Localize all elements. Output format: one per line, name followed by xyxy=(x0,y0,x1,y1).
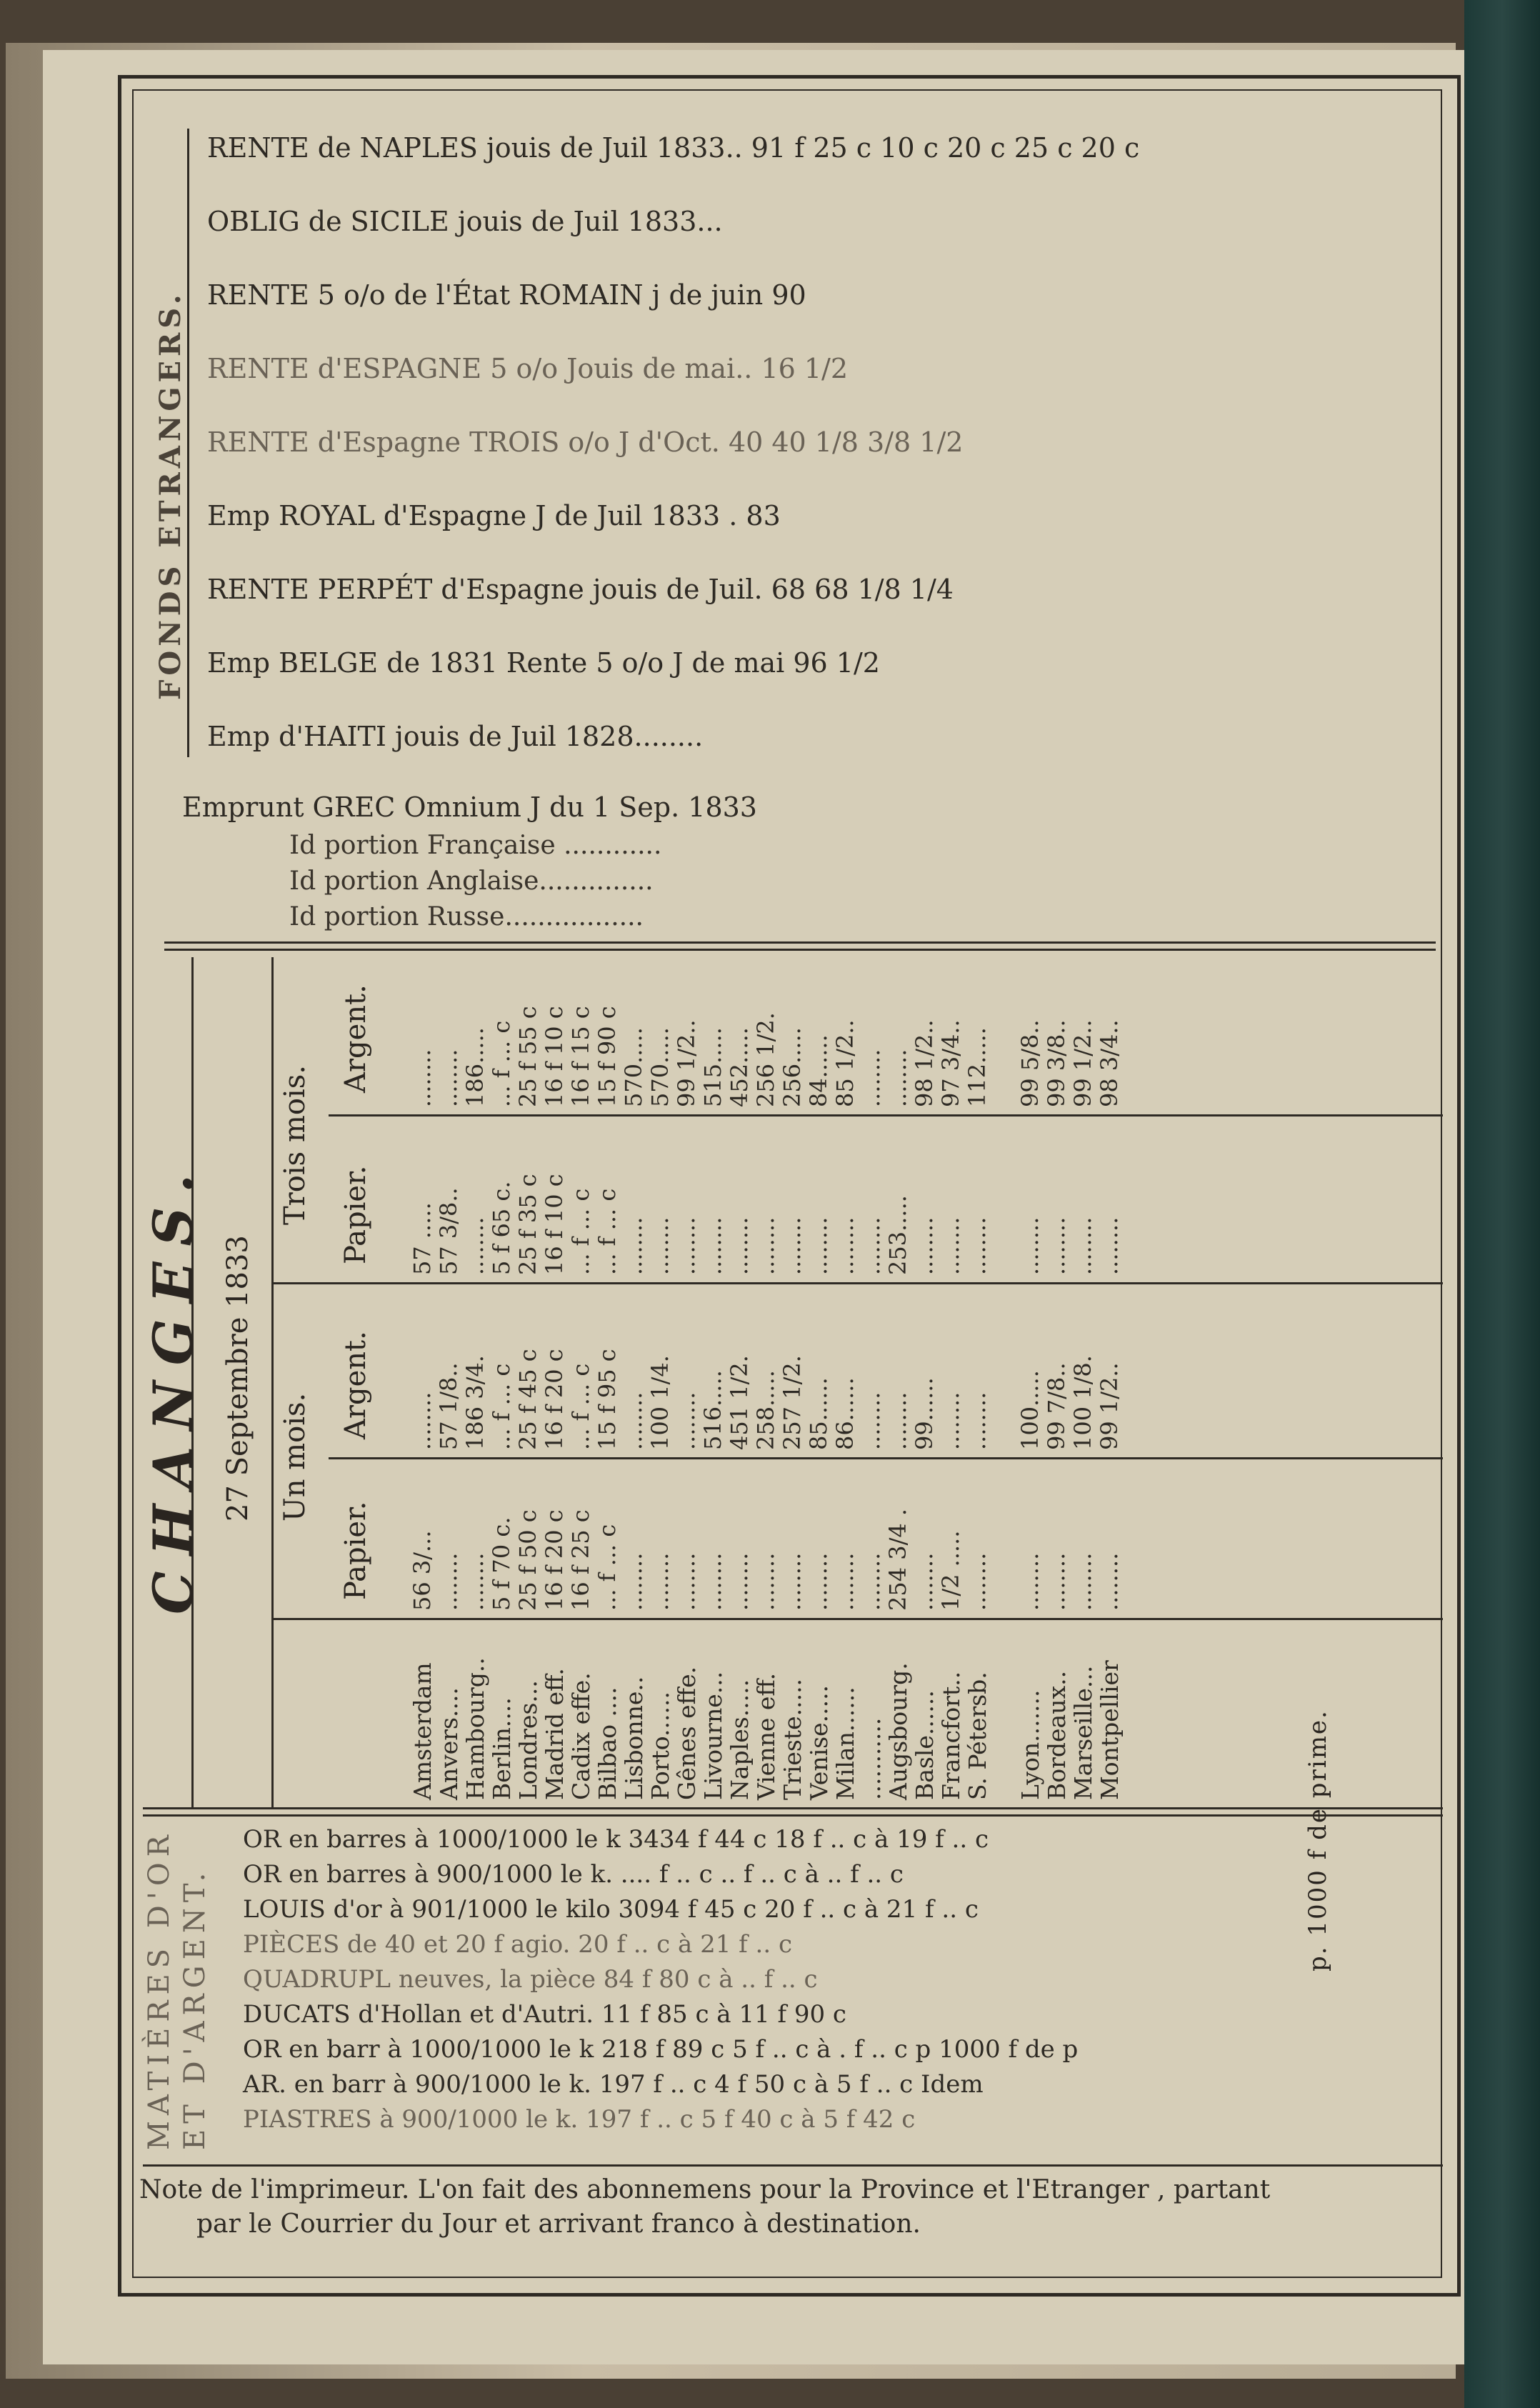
un-mois-papier-value: ........ xyxy=(911,1552,938,1611)
un-argent-header: Argent. xyxy=(339,1331,372,1439)
city-label: Porto...... xyxy=(646,1692,674,1800)
un-mois-argent-value: 25 f 45 c xyxy=(514,1349,541,1450)
trois-mois-argent-value: 98 3/4.. xyxy=(1096,1019,1123,1107)
trois-mois-argent-value: ........ xyxy=(409,1049,436,1107)
city-label: Montpellier xyxy=(1096,1660,1124,1800)
un-mois-papier-value: ........ xyxy=(831,1552,859,1611)
trois-mois-papier-value: ........ xyxy=(831,1217,859,1275)
trois-mois-argent-value: 99 1/2.. xyxy=(673,1019,700,1107)
un-mois-papier-value: ........ xyxy=(699,1552,726,1611)
un-mois-papier-value: ........ xyxy=(435,1552,462,1611)
note-rule xyxy=(143,2164,1443,2167)
changes-trois-papier-rule xyxy=(329,1114,1443,1116)
un-mois-argent-value: ........ xyxy=(620,1392,647,1450)
changes-title: CHANGES. xyxy=(141,1158,205,1614)
city-label: Berlin.... xyxy=(488,1697,516,1800)
trois-mois-argent-value: 15 f 90 c xyxy=(594,1006,621,1107)
trois-mois-papier-value: 57 ..... xyxy=(409,1202,436,1275)
trois-mois-papier-value: ........ xyxy=(461,1217,489,1275)
city-label: Basle...... xyxy=(911,1690,939,1800)
un-mois-argent-value: 99 1/2.. xyxy=(1096,1362,1123,1450)
fonds-title: FONDS ETRANGERS. xyxy=(154,290,187,700)
trois-mois-argent-value: 16 f 15 c xyxy=(567,1006,594,1107)
trois-mois-papier-value: ... f ... c xyxy=(594,1188,621,1275)
city-label: Lisbonne.. xyxy=(620,1676,648,1800)
trois-mois-argent-value: 85 1/2.. xyxy=(831,1019,859,1107)
un-mois-argent-value: 15 f 95 c xyxy=(594,1349,621,1450)
matiere-row: AR. en barr à 900/1000 le k. 197 f .. c 4 f 50 c à 5 f .. c Idem xyxy=(243,2070,984,2099)
section-rule xyxy=(143,1814,1443,1817)
trois-mois-papier-value: ........ xyxy=(805,1217,832,1275)
printer-note-line-1: Note de l'imprimeur. L'on fait des abonnemens pour la Province et l'Etranger , partant xyxy=(139,2175,1271,2204)
city-label: Londres... xyxy=(514,1680,542,1800)
trois-mois-papier-value: 25 f 35 c xyxy=(514,1174,541,1275)
changes-date: 27 Septembre 1833 xyxy=(221,1235,254,1522)
trois-mois-argent-value: 186..... xyxy=(461,1027,489,1107)
trois-mois-papier-value: ........ xyxy=(752,1217,779,1275)
un-mois-papier-value: 5 f 70 c. xyxy=(488,1517,515,1611)
un-mois-papier-value: 254 3/4 . xyxy=(884,1508,911,1611)
trois-mois-argent-value: 99 1/2.. xyxy=(1069,1019,1096,1107)
grec-row: Id portion Russe................. xyxy=(289,902,644,931)
city-label: Milan...... xyxy=(831,1687,859,1800)
trois-mois-papier-value: ........ xyxy=(1069,1217,1096,1275)
un-mois-argent-value: ........ xyxy=(884,1392,911,1450)
fonds-row: RENTE 5 o/o de l'État ROMAIN j de juin 90 xyxy=(207,279,806,311)
trois-mois-argent-value: 97 3/4.. xyxy=(937,1019,964,1107)
changes-un-papier-rule xyxy=(329,1457,1443,1459)
trois-mois-argent-value: ........ xyxy=(435,1049,462,1107)
matiere-row: OR en barres à 1000/1000 le k 3434 f 44 c 18 f .. c à 19 f .. c xyxy=(243,1825,989,1854)
changes-cities-rule xyxy=(271,1618,1443,1620)
un-mois-argent-value: 258..... xyxy=(752,1370,779,1450)
trois-mois-argent-value: 84...... xyxy=(805,1034,832,1107)
trois-mois-papier-value: ........ xyxy=(779,1217,806,1275)
trois-argent-header: Argent. xyxy=(339,984,372,1093)
un-mois-argent-value: 100..... xyxy=(1016,1370,1044,1450)
un-mois-papier-value: ... f ... c xyxy=(594,1524,621,1611)
un-mois-papier-value: ........ xyxy=(646,1552,674,1611)
matiere-row: PIASTRES à 900/1000 le k. 197 f .. c 5 f 40 c à 5 f 42 c xyxy=(243,2105,916,2134)
city-label: S. Pétersb. xyxy=(964,1672,991,1800)
un-mois-argent-value: 100 1/8. xyxy=(1069,1355,1096,1450)
un-mois-argent-value: ........ xyxy=(673,1392,700,1450)
trois-mois-papier-value: 5 f 65 c. xyxy=(488,1181,515,1275)
trois-mois-papier-value: ........ xyxy=(726,1217,753,1275)
section-rule xyxy=(143,1807,1443,1809)
un-mois-argent-value: 186 3/4. xyxy=(461,1355,489,1450)
trois-mois-papier-value: ........ xyxy=(937,1217,964,1275)
un-mois-argent-value: 99 7/8.. xyxy=(1043,1362,1070,1450)
matieres-title-1: MATIÈRES D'OR xyxy=(143,1829,176,2150)
fonds-row: RENTE PERPÉT d'Espagne jouis de Juil. 68 68 1/8 1/4 xyxy=(207,574,954,605)
trois-mois-argent-value: 515..... xyxy=(699,1027,726,1107)
trois-mois-papier-value: ........ xyxy=(964,1217,991,1275)
un-mois-argent-value: 85...... xyxy=(805,1377,832,1450)
trois-mois-argent-value: ........ xyxy=(858,1049,885,1107)
un-mois-papier-value: 16 f 25 c xyxy=(567,1509,594,1611)
city-label: Livourne... xyxy=(699,1671,727,1800)
trois-mois-argent-value: ........ xyxy=(884,1049,911,1107)
section-rule xyxy=(164,941,1436,944)
city-label: ........... xyxy=(858,1717,886,1800)
city-label: Bilbao .... xyxy=(594,1687,621,1800)
un-mois-header: Un mois. xyxy=(279,1392,311,1522)
trois-mois-papier-value: ........ xyxy=(1043,1217,1070,1275)
changes-header-rule xyxy=(271,957,274,1807)
grec-row: Id portion Française ............ xyxy=(289,831,662,860)
un-mois-papier-value: ........ xyxy=(964,1552,991,1611)
un-mois-papier-value: ........ xyxy=(1096,1552,1123,1611)
un-mois-papier-value: 56 3/... xyxy=(409,1530,436,1611)
un-mois-papier-value: ........ xyxy=(461,1552,489,1611)
fonds-row: OBLIG de SICILE jouis de Juil 1833... xyxy=(207,206,723,237)
un-mois-argent-value: 57 1/8.. xyxy=(435,1362,462,1450)
trois-mois-argent-value: 570..... xyxy=(620,1027,647,1107)
trois-mois-papier-value: ........ xyxy=(911,1217,938,1275)
trois-mois-papier-value: 16 f 10 c xyxy=(541,1174,568,1275)
trois-mois-papier-value: ........ xyxy=(673,1217,700,1275)
city-label: Anvers.... xyxy=(435,1687,463,1800)
city-label: Bordeaux.. xyxy=(1043,1670,1071,1800)
un-mois-argent-value: ... f ... c xyxy=(567,1363,594,1450)
prime-note: p. 1000 f de prime. xyxy=(1304,1709,1332,1972)
fonds-row: RENTE de NAPLES jouis de Juil 1833.. 91 f 25 c 10 c 20 c 25 c 20 c xyxy=(207,132,1140,164)
un-mois-papier-value: ........ xyxy=(752,1552,779,1611)
city-label: Amsterdam xyxy=(409,1662,436,1800)
un-papier-header: Papier. xyxy=(339,1501,372,1600)
city-label: Marseille... xyxy=(1069,1665,1097,1800)
un-mois-papier-value: ........ xyxy=(1016,1552,1044,1611)
trois-mois-argent-value: 570..... xyxy=(646,1027,674,1107)
un-mois-argent-value: 451 1/2. xyxy=(726,1355,753,1450)
un-mois-papier-value: ........ xyxy=(779,1552,806,1611)
un-mois-argent-value: ........ xyxy=(937,1392,964,1450)
trois-mois-argent-value: 16 f 10 c xyxy=(541,1006,568,1107)
un-mois-argent-value: ........ xyxy=(858,1392,885,1450)
un-mois-papier-value: ........ xyxy=(620,1552,647,1611)
grec-row: Id portion Anglaise.............. xyxy=(289,866,654,896)
un-mois-papier-value: ........ xyxy=(1043,1552,1070,1611)
trois-mois-argent-value: ... f ... c xyxy=(488,1020,515,1107)
fonds-row: Emp BELGE de 1831 Rente 5 o/o J de mai 96 1/2 xyxy=(207,647,880,679)
trois-mois-argent-value: 256..... xyxy=(779,1027,806,1107)
trois-mois-papier-value: ........ xyxy=(699,1217,726,1275)
fonds-divider xyxy=(187,129,189,757)
un-mois-argent-value: 16 f 20 c xyxy=(541,1349,568,1450)
city-label: Gênes effe. xyxy=(673,1666,701,1800)
grec-title: Emprunt GREC Omnium J du 1 Sep. 1833 xyxy=(182,791,757,823)
un-mois-argent-value: 516..... xyxy=(699,1370,726,1450)
matiere-row: LOUIS d'or à 901/1000 le kilo 3094 f 45 c 20 f .. c à 21 f .. c xyxy=(243,1895,979,1924)
un-mois-papier-value: ........ xyxy=(1069,1552,1096,1611)
trois-mois-papier-value: ........ xyxy=(858,1217,885,1275)
un-mois-papier-value: 25 f 50 c xyxy=(514,1509,541,1611)
fonds-row: RENTE d'Espagne TROIS o/o J d'Oct. 40 40 1/8 3/8 1/2 xyxy=(207,426,964,458)
un-mois-argent-value: 99...... xyxy=(911,1377,938,1450)
trois-mois-argent-value: 98 1/2.. xyxy=(911,1019,938,1107)
matiere-row: PIÈCES de 40 et 20 f agio. 20 f .. c à 21 f .. c xyxy=(243,1930,793,1959)
changes-period-divider xyxy=(271,1282,1443,1284)
trois-mois-argent-value: 452..... xyxy=(726,1027,753,1107)
trois-mois-papier-value: ........ xyxy=(1016,1217,1044,1275)
fonds-row: Emp d'HAITI jouis de Juil 1828........ xyxy=(207,721,704,752)
fonds-row: Emp ROYAL d'Espagne J de Juil 1833 . 83 xyxy=(207,500,781,531)
city-label: Cadix effe. xyxy=(567,1672,595,1800)
trois-mois-argent-value: 25 f 55 c xyxy=(514,1006,541,1107)
matiere-row: DUCATS d'Hollan et d'Autri. 11 f 85 c à 11 f 90 c xyxy=(243,2000,846,2029)
matiere-row: QUADRUPL neuves, la pièce 84 f 80 c à .. f .. c xyxy=(243,1965,818,1994)
city-label: Trieste..... xyxy=(779,1678,806,1800)
printer-note-line-2: par le Courrier du Jour et arrivant franco à destination. xyxy=(196,2209,921,2239)
trois-mois-papier-value: 253..... xyxy=(884,1195,911,1275)
un-mois-argent-value: ........ xyxy=(964,1392,991,1450)
trois-mois-argent-value: 99 3/8.. xyxy=(1043,1019,1070,1107)
un-mois-argent-value: ... f ... c xyxy=(488,1363,515,1450)
un-mois-papier-value: 16 f 20 c xyxy=(541,1509,568,1611)
section-rule xyxy=(164,949,1436,951)
city-label: Francfort.. xyxy=(937,1671,965,1800)
trois-mois-papier-value: ... f ... c xyxy=(567,1188,594,1275)
un-mois-argent-value: 257 1/2. xyxy=(779,1355,806,1450)
trois-mois-papier-value: ........ xyxy=(646,1217,674,1275)
trois-mois-papier-value: 57 3/8.. xyxy=(435,1187,462,1275)
city-label: Hambourg.. xyxy=(461,1657,489,1800)
city-label: Naples..... xyxy=(726,1679,754,1800)
trois-mois-argent-value: 256 1/2. xyxy=(752,1012,779,1107)
matiere-row: OR en barres à 900/1000 le k. .... f .. c .. f .. c à .. f .. c xyxy=(243,1860,904,1889)
city-label: Venise..... xyxy=(805,1684,833,1800)
trois-mois-argent-value: 99 5/8.. xyxy=(1016,1019,1044,1107)
book-binding xyxy=(1464,0,1540,2408)
trois-papier-header: Papier. xyxy=(339,1165,372,1264)
matieres-title-2: ET D'ARGENT. xyxy=(179,1867,211,2150)
trois-mois-papier-value: ........ xyxy=(1096,1217,1123,1275)
un-mois-argent-value: 86...... xyxy=(831,1377,859,1450)
city-label: Vienne eff. xyxy=(752,1672,780,1800)
city-label: Lyon....... xyxy=(1016,1689,1044,1800)
un-mois-papier-value: ........ xyxy=(805,1552,832,1611)
un-mois-argent-value: 100 1/4. xyxy=(646,1355,674,1450)
un-mois-argent-value: ........ xyxy=(409,1392,436,1450)
matiere-row: OR en barr à 1000/1000 le k 218 f 89 c 5 f .. c à . f .. c p 1000 f de p xyxy=(243,2035,1079,2064)
un-mois-papier-value: ........ xyxy=(673,1552,700,1611)
city-label: Augsbourg. xyxy=(884,1662,912,1800)
un-mois-papier-value: 1/2 ..... xyxy=(937,1530,964,1611)
un-mois-papier-value: ........ xyxy=(726,1552,753,1611)
city-label: Madrid eff. xyxy=(541,1668,569,1800)
trois-mois-argent-value: 112..... xyxy=(964,1027,991,1107)
fonds-row: RENTE d'ESPAGNE 5 o/o Jouis de mai.. 16 1/2 xyxy=(207,353,849,384)
trois-mois-header: Trois mois. xyxy=(279,1065,311,1225)
trois-mois-papier-value: ........ xyxy=(620,1217,647,1275)
un-mois-papier-value: ........ xyxy=(858,1552,885,1611)
